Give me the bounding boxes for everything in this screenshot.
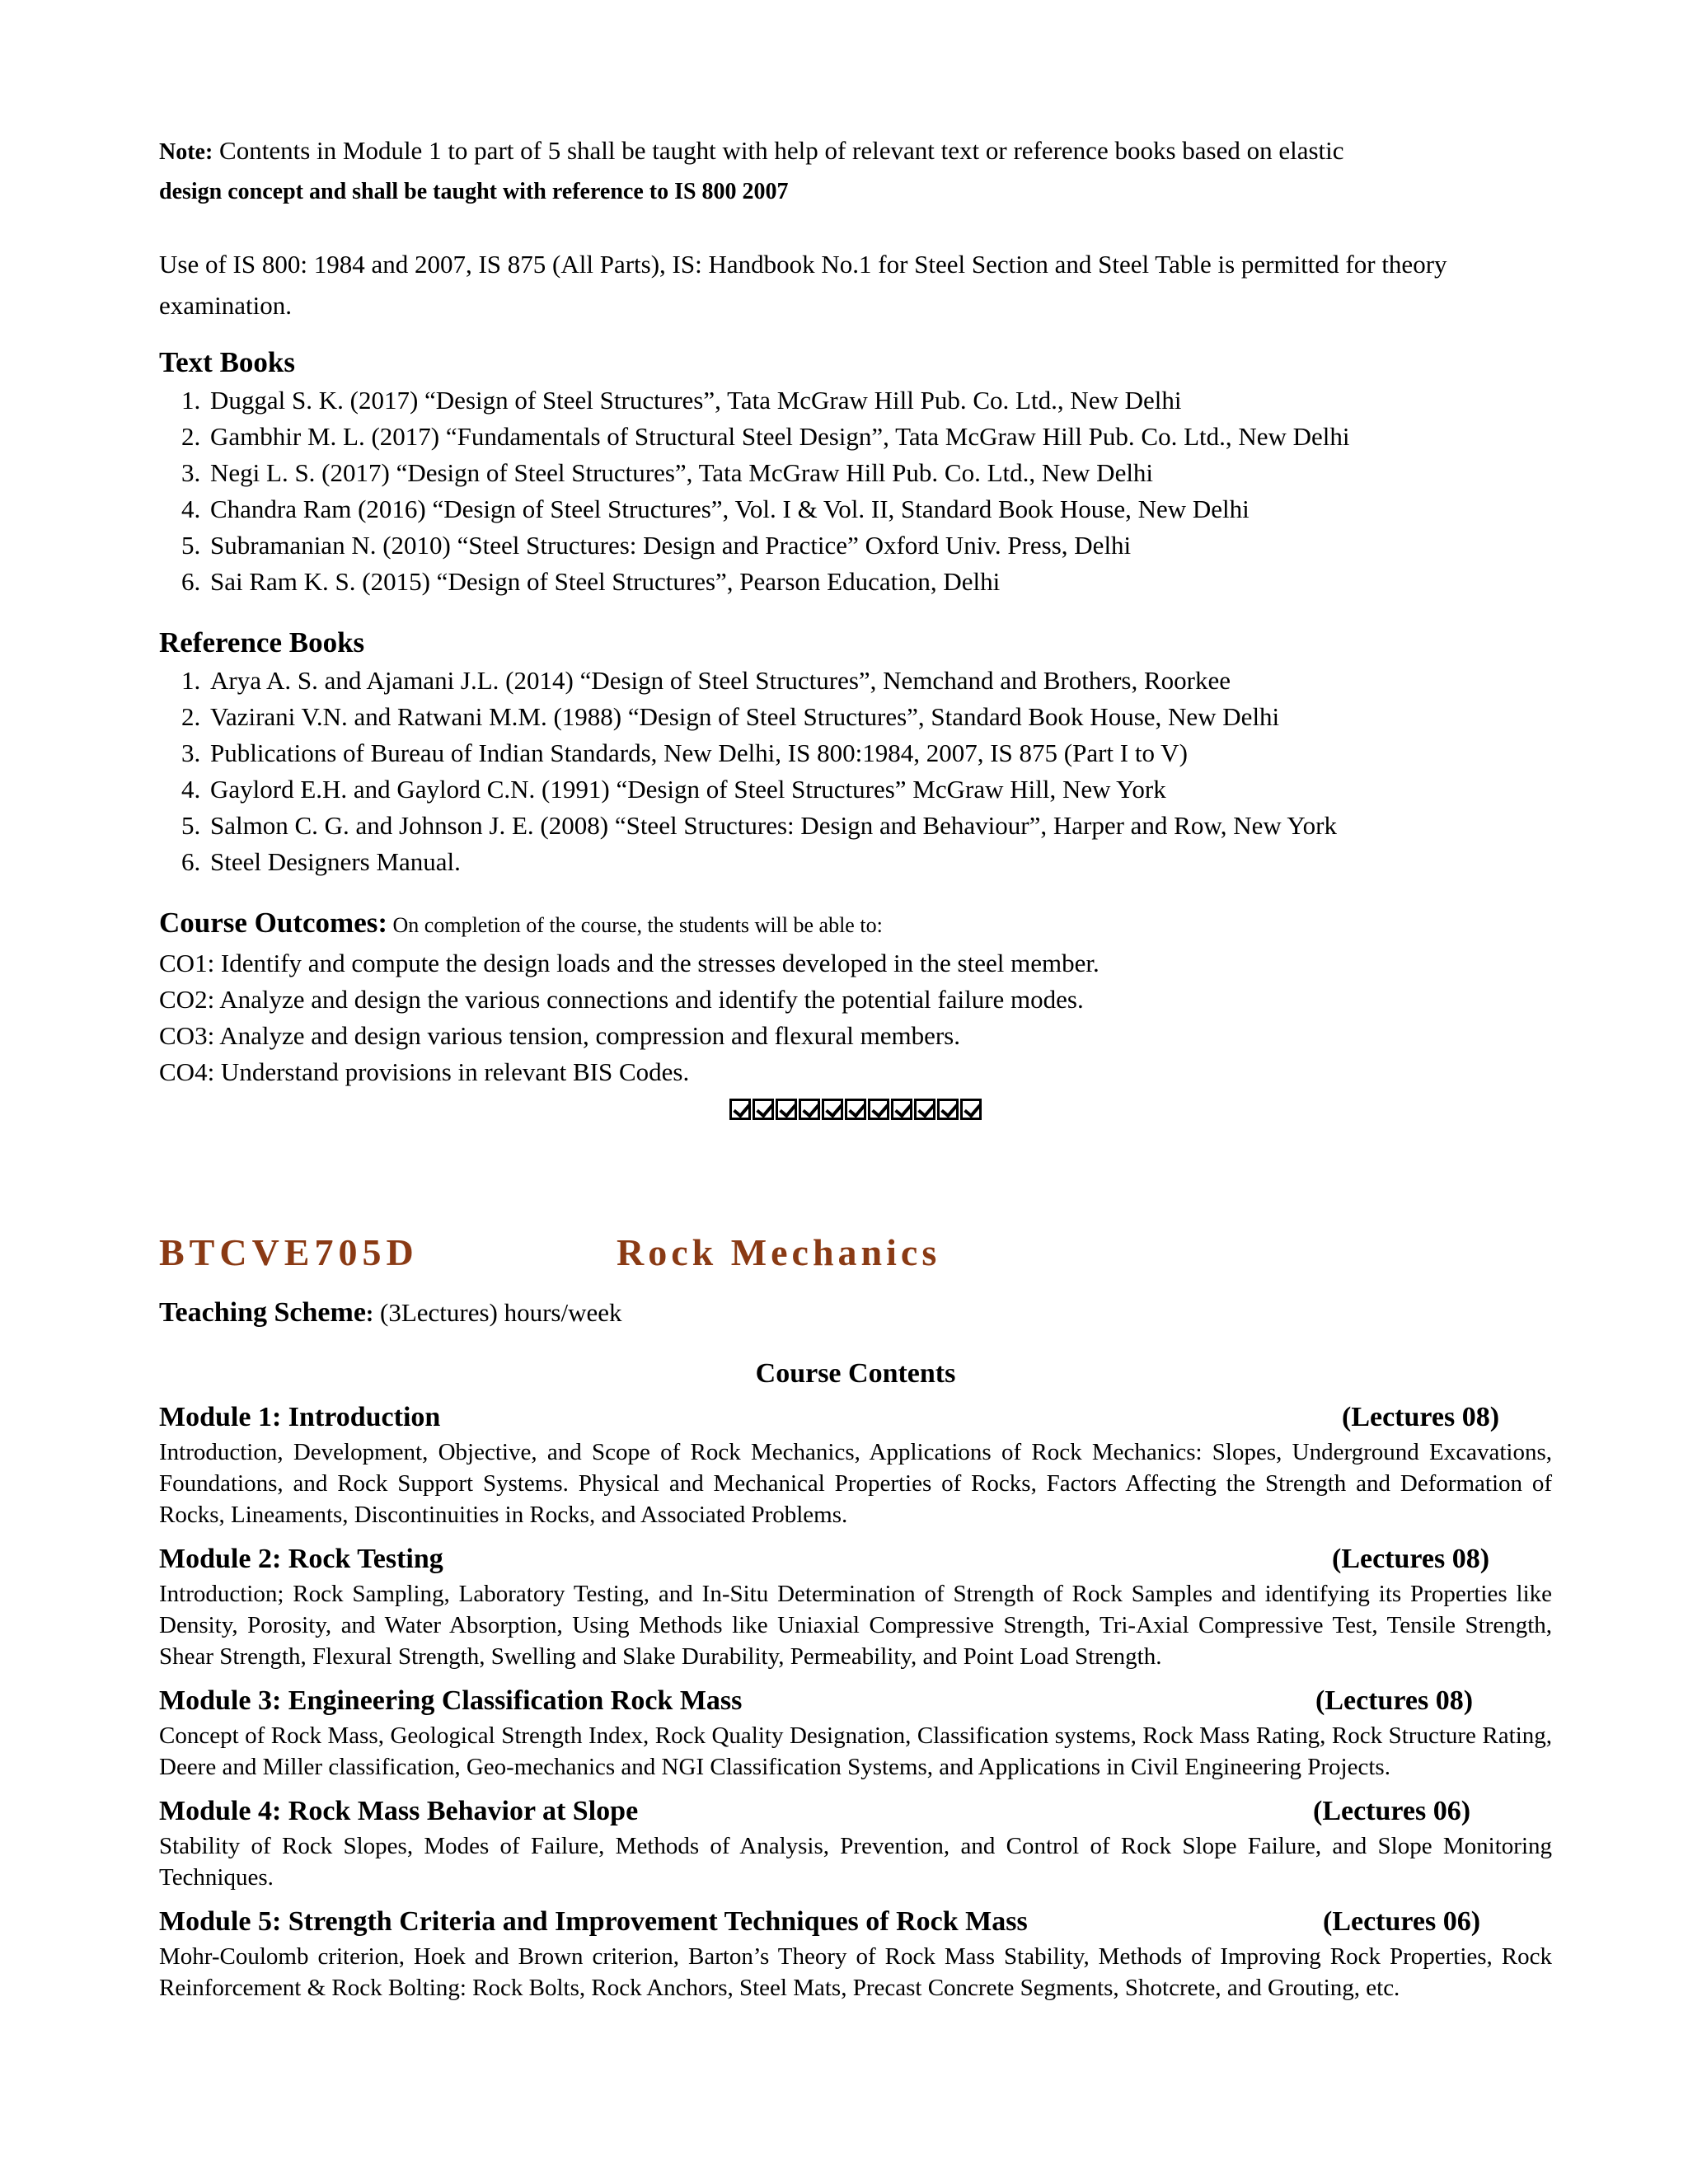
module-title: Module 3: Engineering Classification Rock Mass — [159, 1685, 743, 1716]
reference-book-item: 1. Arya A. S. and Ajamani J.L. (2014) “Design of Steel Structures”, Nemchand and Brothers, Roorkee — [207, 663, 1552, 699]
text-book-item: 6. Sai Ram K. S. (2015) “Design of Steel Structures”, Pearson Education, Delhi — [207, 564, 1552, 600]
document-page — [159, 132, 1552, 2004]
module-lectures: (Lectures 06) — [1323, 1906, 1481, 1937]
module-heading — [159, 1399, 1552, 1436]
text-book-item: 4. Chandra Ram (2016) “Design of Steel Structures”, Vol. I & Vol. II, Standard Book House, New Delhi — [207, 491, 1552, 527]
text-books-list — [159, 382, 1552, 600]
module-body: Concept of Rock Mass, Geological Strength Index, Rock Quality Designation, Classification systems, Rock Mass Rating, Rock Structure Rating, Deere and Miller classification, Geo-mechanics and NGI Classification Systems, and Applications in Civil Engineering Projects. — [159, 1722, 1552, 1780]
module-heading — [159, 1903, 1552, 1941]
checked-box-icon — [960, 1099, 982, 1120]
text-book-item: 5. Subramanian N. (2010) “Steel Structures: Design and Practice” Oxford Univ. Press, Delhi — [207, 527, 1552, 564]
checked-box-icon — [753, 1099, 774, 1120]
course-outcomes-label: Course Outcomes: — [159, 907, 388, 939]
teaching-scheme — [159, 1295, 1552, 1333]
course-title: Rock Mechanics — [617, 1231, 941, 1273]
module-lectures: (Lectures 08) — [1342, 1402, 1500, 1432]
checked-box-icon — [937, 1099, 959, 1120]
note-paragraph — [159, 132, 1552, 211]
teaching-scheme-colon: : — [365, 1301, 374, 1327]
reference-book-item: 5. Salmon C. G. and Johnson J. E. (2008) “Steel Structures: Design and Behaviour”, Harper and Row, New York — [207, 808, 1552, 844]
module-body: Mohr-Coulomb criterion, Hoek and Brown criterion, Barton’s Theory of Rock Mass Stability, Methods of Improving Rock Properties, Rock Reinforcement & Rock Bolting: Rock Bolts, Rock Anchors, Steel Mats, Precast Concrete Segments, Shotcrete, and Grouting, etc. — [159, 1943, 1552, 2001]
module-title: Module 5: Strength Criteria and Improvement Techniques of Rock Mass — [159, 1906, 1028, 1937]
course-outcomes-heading — [159, 903, 1552, 945]
course-outcome-item: CO4: Understand provisions in relevant BIS Codes. — [159, 1057, 690, 1086]
module-lectures: (Lectures 08) — [1332, 1544, 1490, 1574]
course-outcomes-intro: On completion of the course, the students will be able to: — [387, 913, 883, 937]
text-book-item: 2. Gambhir M. L. (2017) “Fundamentals of Structural Steel Design”, Tata McGraw Hill Pub. Co. Ltd., New Delhi — [207, 419, 1552, 455]
text-book-item: 3. Negi L. S. (2017) “Design of Steel Structures”, Tata McGraw Hill Pub. Co. Ltd., New Delhi — [207, 455, 1552, 491]
reference-books-list — [159, 663, 1552, 880]
module-4 — [159, 1793, 1552, 1893]
course-header — [159, 1230, 1552, 1280]
course-outcome-item: CO2: Analyze and design the various connections and identify the potential failure modes. — [159, 985, 1084, 1014]
teaching-scheme-value: (3Lectures) hours/week — [373, 1298, 622, 1327]
course-outcome-item: CO3: Analyze and design various tension, compression and flexural members. — [159, 1021, 960, 1050]
module-body: Introduction, Development, Objective, and Scope of Rock Mechanics, Applications of Rock Mechanics: Slopes, Underground Excavations, Foundations, and Rock Support Systems. Physical and Mechanical Properties of Rocks, Factors Affecting the Strength and Deformation of Rocks, Lineaments, Discontinuities in Rocks, and Associated Problems. — [159, 1439, 1552, 1528]
module-body: Introduction; Rock Sampling, Laboratory Testing, and In-Situ Determination of Strength of Rock Samples and identifying its Properties like Density, Porosity, and Water Absorption, Using Methods like Uniaxial Compressive Strength, Tri-Axial Compressive Test, Tensile Strength, Shear Strength, Flexural Strength, Swelling and Slake Durability, Permeability, and Point Load Strength. — [159, 1581, 1552, 1670]
reference-book-item: 2. Vazirani V.N. and Ratwani M.M. (1988) “Design of Steel Structures”, Standard Book House, New Delhi — [207, 699, 1552, 735]
course-contents-title: Course Contents — [755, 1358, 956, 1389]
text-book-item: 1. Duggal S. K. (2017) “Design of Steel Structures”, Tata McGraw Hill Pub. Co. Ltd., New Delhi — [207, 382, 1552, 419]
note-text-line2: design concept and shall be taught with reference to IS 800 2007 — [159, 179, 789, 204]
module-lectures: (Lectures 08) — [1315, 1685, 1474, 1716]
module-body: Stability of Rock Slopes, Modes of Failure, Methods of Analysis, Prevention, and Control of Rock Slope Failure, and Slope Monitoring Techniques. — [159, 1833, 1552, 1891]
module-lectures: (Lectures 06) — [1313, 1796, 1471, 1826]
module-2 — [159, 1540, 1552, 1672]
note-label: Note: — [159, 139, 213, 165]
checked-box-icon — [776, 1099, 797, 1120]
reference-book-item: 4. Gaylord E.H. and Gaylord C.N. (1991) “Design of Steel Structures” McGraw Hill, New York — [207, 771, 1552, 808]
permitted-codes-text: Use of IS 800: 1984 and 2007, IS 875 (All Parts), IS: Handbook No.1 for Steel Section and Steel Table is permitted for theory examination. — [159, 250, 1447, 320]
course-code: BTCVE705D — [159, 1231, 419, 1273]
checked-box-icon — [729, 1099, 751, 1120]
module-title: Module 2: Rock Testing — [159, 1544, 443, 1574]
text-books-heading: Text Books — [159, 346, 296, 378]
module-heading — [159, 1682, 1552, 1720]
reference-book-item: 3. Publications of Bureau of Indian Standards, New Delhi, IS 800:1984, 2007, IS 875 (Part I to V) — [207, 735, 1552, 771]
checkbox-separator — [159, 1099, 1552, 1132]
reference-books-heading: Reference Books — [159, 626, 365, 658]
module-title: Module 4: Rock Mass Behavior at Slope — [159, 1796, 639, 1826]
module-5 — [159, 1903, 1552, 2004]
teaching-scheme-label: Teaching Scheme — [159, 1297, 366, 1328]
checked-box-icon — [891, 1099, 912, 1120]
checked-box-icon — [914, 1099, 935, 1120]
module-3 — [159, 1682, 1552, 1783]
module-1 — [159, 1399, 1552, 1530]
checked-box-icon — [822, 1099, 843, 1120]
checked-box-icon — [845, 1099, 866, 1120]
checked-box-icon — [799, 1099, 820, 1120]
module-heading — [159, 1540, 1552, 1578]
module-heading — [159, 1793, 1552, 1830]
reference-book-item: 6. Steel Designers Manual. — [207, 844, 1552, 880]
checked-box-icon — [868, 1099, 889, 1120]
course-outcome-item: CO1: Identify and compute the design loads and the stresses developed in the steel member. — [159, 949, 1100, 977]
module-title: Module 1: Introduction — [159, 1402, 441, 1432]
note-text-line1: Contents in Module 1 to part of 5 shall be taught with help of relevant text or reference books based on elastic — [213, 136, 1344, 165]
